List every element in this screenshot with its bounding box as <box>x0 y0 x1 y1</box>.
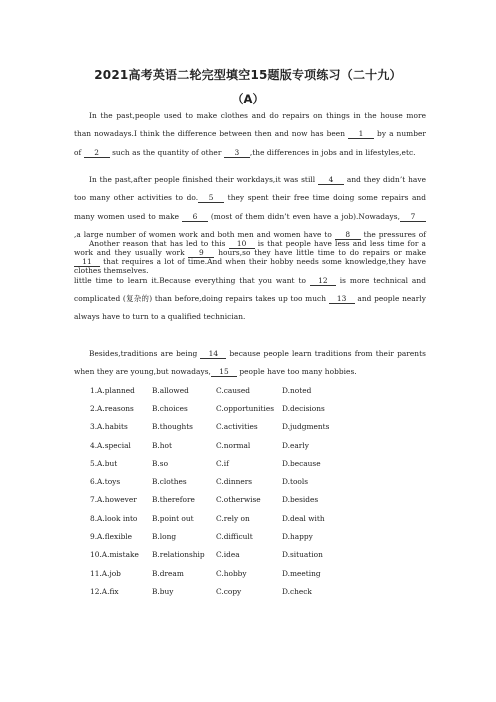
option-a: 11.A.job <box>90 568 121 578</box>
option-row <box>90 381 420 399</box>
option-b: B.hot <box>152 440 172 450</box>
option-c: C.normal <box>216 440 251 450</box>
option-row <box>90 472 420 490</box>
paragraph-text: is more technical and complicated (复杂的) than before,doing repairs takes up too much <box>74 275 426 303</box>
option-d: D.check <box>282 586 312 596</box>
option-b: B.long <box>152 532 177 542</box>
option-b: B.thoughts <box>152 422 193 432</box>
option-c: C.dinners <box>216 477 253 487</box>
option-d: D.because <box>282 458 321 468</box>
option-d: D.besides <box>282 495 319 505</box>
paragraph-text: and they didn’t have too many other activities to do. <box>74 175 426 203</box>
option-c: C.activities <box>216 422 258 432</box>
option-c: C.opportunities <box>216 403 274 413</box>
blank-3: 3 <box>224 148 250 158</box>
option-a: 2.A.reasons <box>90 403 134 413</box>
option-d: D.tools <box>282 477 309 487</box>
option-b: B.clothes <box>152 477 187 487</box>
paragraph-text: Another reason that has led to this <box>89 239 229 248</box>
option-b: B.relationship <box>152 550 205 560</box>
option-a: 3.A.habits <box>90 422 128 432</box>
option-d: D.meeting <box>282 568 321 578</box>
option-c: C.rely on <box>216 513 250 523</box>
blank-14: 14 <box>200 349 226 359</box>
paragraph-text: Besides,traditions are being <box>89 349 201 358</box>
option-row <box>90 509 420 527</box>
option-row <box>90 546 420 564</box>
option-a: 8.A.look into <box>90 513 138 523</box>
option-a: 7.A.however <box>90 495 137 505</box>
option-b: B.buy <box>152 586 174 596</box>
paragraph-text: is that people have less and less time for a <box>254 239 426 248</box>
option-c: C.difficult <box>216 532 253 542</box>
paragraph-text: by a number of <box>74 129 426 157</box>
paragraph-text: and people nearly always have to turn to a qualified technician. <box>74 293 426 322</box>
option-row <box>90 582 420 600</box>
option-a: 4.A.special <box>90 440 131 450</box>
option-d: D.noted <box>282 385 312 395</box>
option-c: C.if <box>216 458 229 468</box>
blank-5: 5 <box>198 193 224 203</box>
blank-7: 7 <box>400 212 426 222</box>
option-row <box>90 418 420 436</box>
paragraph-text: they spent their free time doing some repairs and many women used to make <box>74 193 427 221</box>
option-d: D.deal with <box>282 513 325 523</box>
option-row <box>90 564 420 582</box>
blank-1: 1 <box>348 129 374 139</box>
option-d: D.judgments <box>282 422 330 432</box>
option-b: B.choices <box>152 403 188 413</box>
section-label: （A） <box>232 92 264 106</box>
page-title: 2021高考英语二轮完型填空15题版专项练习（二十九） <box>94 68 402 82</box>
option-a: 10.A.mistake <box>90 550 139 560</box>
blank-12: 12 <box>310 276 336 286</box>
passage-paragraph-3 <box>74 235 426 326</box>
option-c: C.copy <box>216 586 242 596</box>
option-c: C.caused <box>216 385 250 395</box>
paragraph-text: hours,so they have little time to do repairs or make clothes themselves. <box>74 248 426 276</box>
passage-paragraph-4 <box>74 345 426 382</box>
blank-6: 6 <box>182 212 208 222</box>
blank-2: 2 <box>84 148 110 158</box>
answer-options <box>90 381 420 601</box>
blank-15: 15 <box>211 367 237 377</box>
paragraph-text: because people learn traditions from their parents when they are young,but nowadays, <box>74 349 426 377</box>
paragraph-text: (most of them didn’t even have a job).Nowadays, <box>207 211 400 221</box>
blank-11: 11 <box>74 257 100 267</box>
option-d: D.situation <box>282 550 323 560</box>
option-row <box>90 436 420 454</box>
paragraph-text: the pressures of work and they usually work <box>74 229 426 258</box>
option-c: C.otherwise <box>216 495 261 505</box>
blank-13: 13 <box>329 294 355 304</box>
paragraph-text: ,a large number of women work and both men and women have to <box>74 229 335 239</box>
blank-4: 4 <box>318 175 344 185</box>
paragraph-text: that requires a lot of time.And when their hobby needs some knowledge,they have little time to learn it.Because everything that you want to <box>74 257 426 285</box>
paragraph-text: people have too many hobbies. <box>236 367 357 377</box>
paragraph-text: such as the quantity of other <box>109 147 224 157</box>
blank-10: 10 <box>229 239 255 249</box>
option-row <box>90 399 420 417</box>
option-a: 5.A.but <box>90 458 118 468</box>
option-a: 9.A.flexible <box>90 532 133 542</box>
option-c: C.hobby <box>216 568 247 578</box>
option-a: 6.A.toys <box>90 477 121 487</box>
option-a: 12.A.fix <box>90 586 119 596</box>
option-b: B.therefore <box>152 495 195 505</box>
option-c: C.idea <box>216 550 240 560</box>
option-b: B.point out <box>152 513 194 523</box>
paragraph-text: In the past,people used to make clothes and do repairs on things in the house more than nowadays.I think the difference between then and now has been <box>74 111 426 139</box>
option-d: D.decisions <box>282 403 325 413</box>
option-b: B.so <box>152 458 169 468</box>
option-b: B.dream <box>152 568 184 578</box>
option-row <box>90 527 420 545</box>
paragraph-text: ,the differences in jobs and in lifestyles,etc. <box>249 147 416 157</box>
option-d: D.happy <box>282 532 313 542</box>
option-row <box>90 454 420 472</box>
passage-paragraph-1 <box>74 107 426 162</box>
option-a: 1.A.planned <box>90 385 135 395</box>
blank-8: 8 <box>335 230 361 240</box>
option-d: D.early <box>282 440 309 450</box>
blank-9: 9 <box>188 248 214 258</box>
paragraph-text: In the past,after people finished their workdays,it was still <box>89 175 319 184</box>
option-b: B.allowed <box>152 385 189 395</box>
option-row <box>90 491 420 509</box>
